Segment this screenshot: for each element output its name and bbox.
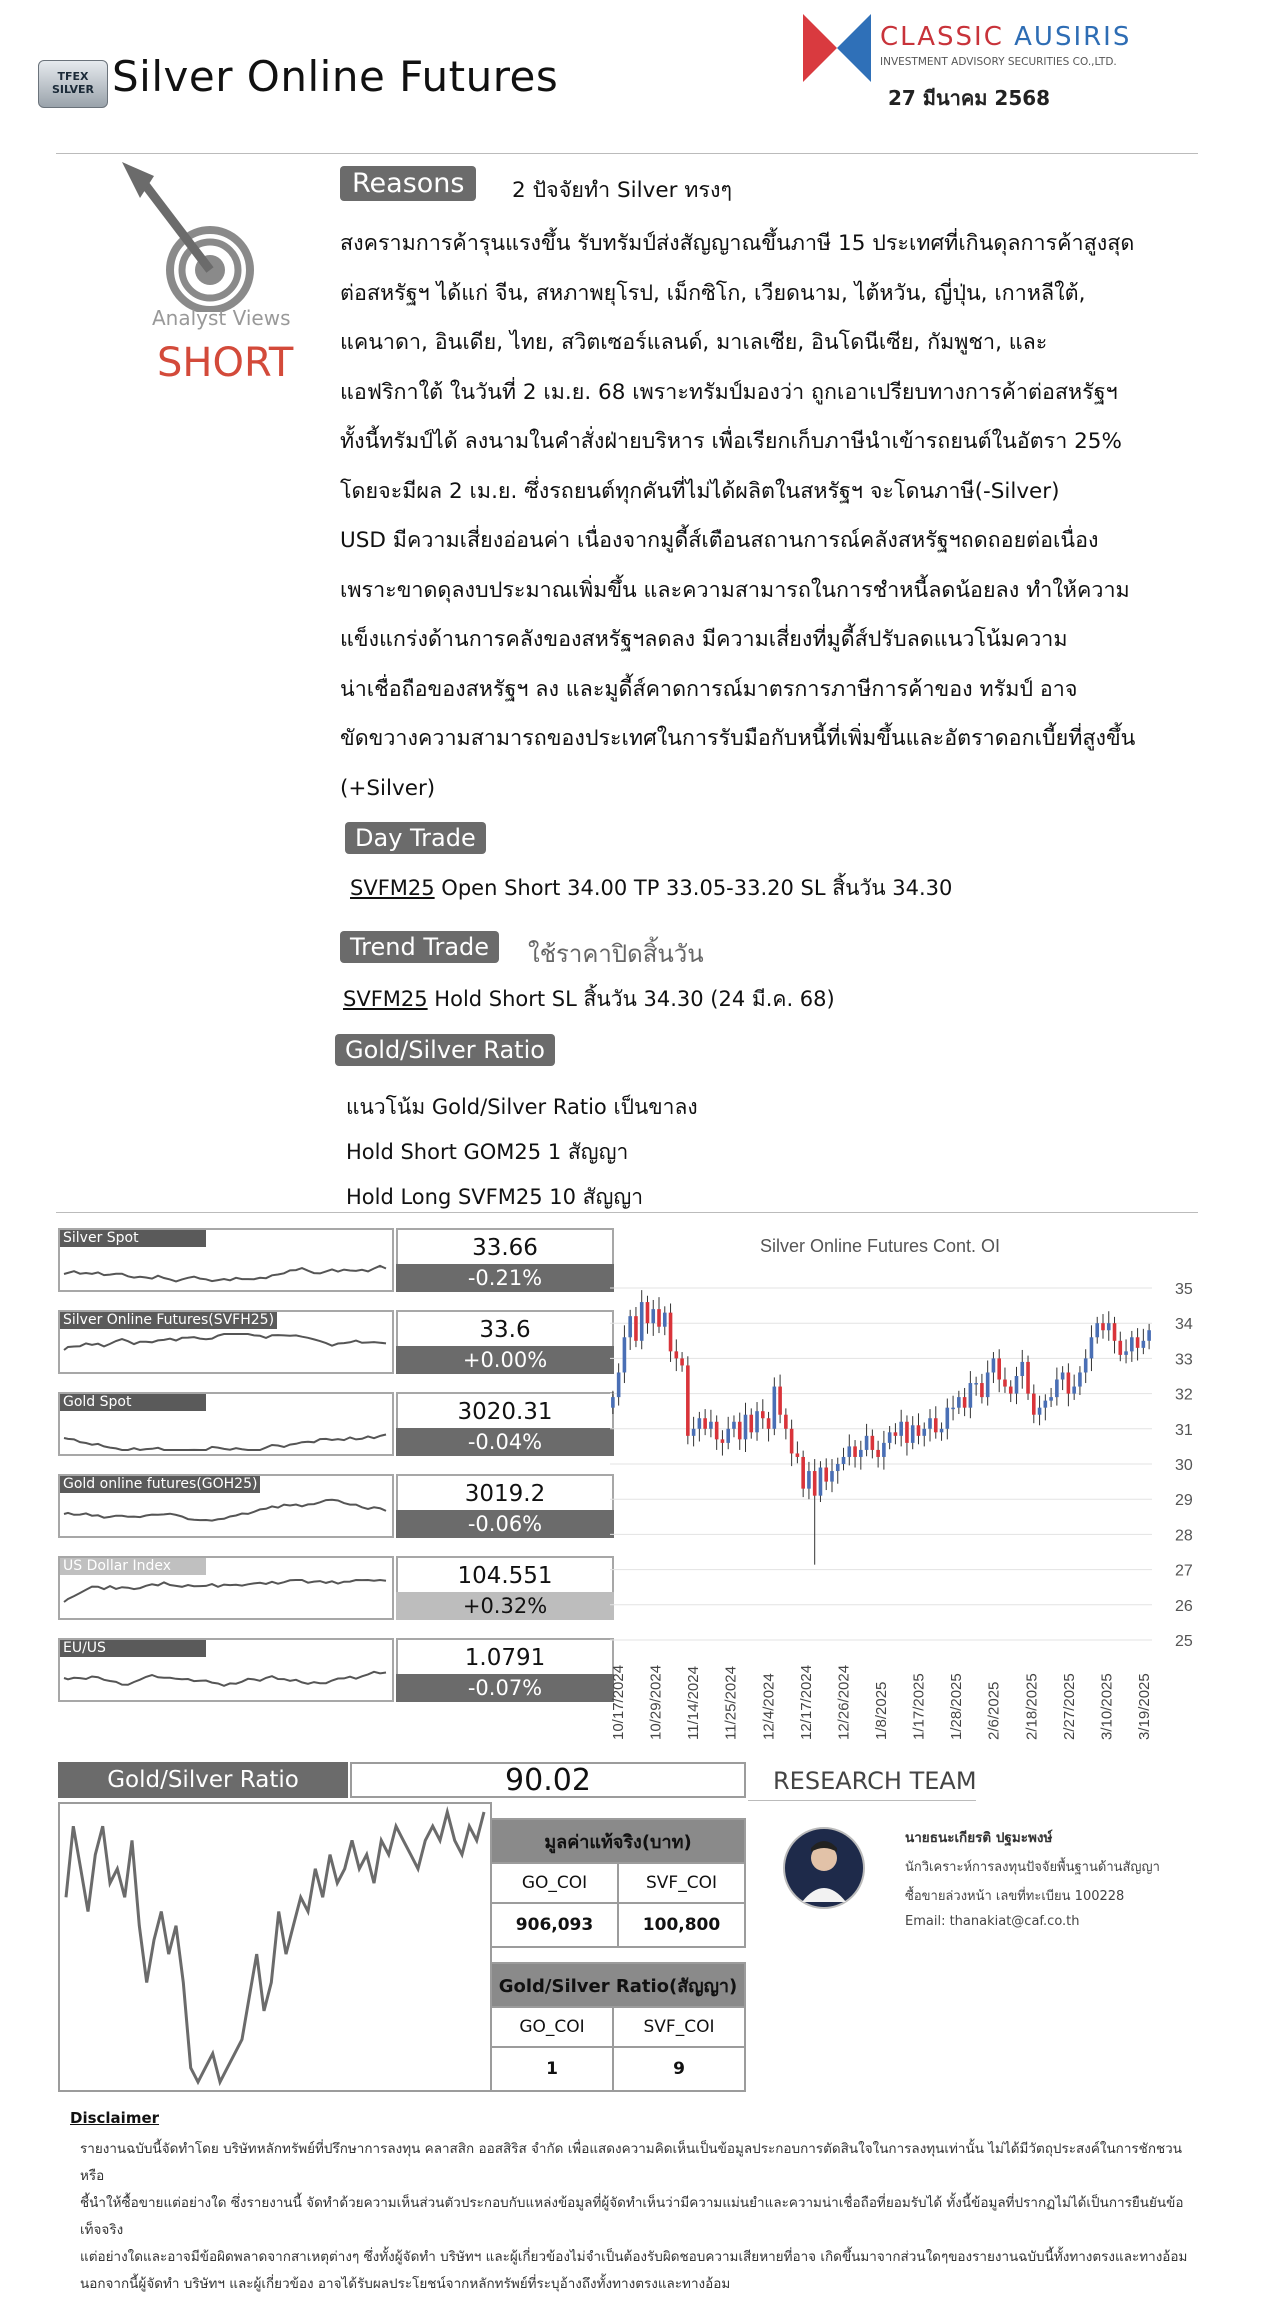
ticker-change: -0.21% (396, 1264, 614, 1292)
candle (917, 1413, 921, 1444)
candle (1038, 1396, 1042, 1426)
ticker-change: +0.32% (396, 1592, 614, 1620)
ticker-sparkline (58, 1228, 394, 1292)
candle (957, 1391, 961, 1414)
research-divider (748, 1800, 976, 1801)
candle (634, 1307, 638, 1347)
reason-line: ขัดขวางความสามารถของประเทศในการรับมือกับหนี้ที่เพิ่มขึ้นและอัตราดอกเบี้ยที่สูงขึ้น (340, 726, 1136, 751)
candle (703, 1409, 707, 1435)
candle (997, 1349, 1001, 1392)
candle (663, 1306, 667, 1335)
candle (888, 1426, 892, 1449)
candle (796, 1441, 800, 1463)
candle (744, 1403, 748, 1452)
candle (721, 1430, 725, 1455)
ticker-value: 3020.31 (396, 1392, 614, 1428)
reason-line: สงครามการค้ารุนแรงขึ้น รับทรัมป์ส่งสัญญาณขึ้นภาษี 15 ประเทศที่เกินดุลการค้าสูงสุด (340, 231, 1135, 256)
ticker-value: 104.551 (396, 1556, 614, 1592)
candle (951, 1396, 955, 1421)
ticker-sparkline (58, 1638, 394, 1702)
candle (992, 1352, 996, 1383)
ticker-name: Silver Spot (60, 1230, 206, 1247)
x-tick-label: 10/17/2024 (610, 1664, 627, 1740)
y-tick-label: 33 (1175, 1351, 1193, 1369)
page-title: Silver Online Futures (112, 52, 559, 101)
candle (617, 1363, 621, 1405)
candle (1130, 1331, 1134, 1362)
candle (969, 1371, 973, 1418)
ticker-spark-icon (60, 1558, 392, 1618)
trend-trade-text: Hold Short SL สิ้นวัน 34.30 (24 มี.ค. 68) (427, 987, 835, 1011)
x-tick-label: 12/17/2024 (797, 1664, 815, 1740)
x-tick-label: 2/6/2025 (985, 1681, 1003, 1740)
x-tick-label: 2/18/2025 (1023, 1673, 1041, 1740)
y-tick-label: 25 (1175, 1633, 1193, 1650)
candle (611, 1391, 615, 1414)
candle (784, 1408, 788, 1439)
candle (1113, 1317, 1117, 1354)
candle (934, 1406, 938, 1438)
real-value-table (490, 1818, 746, 1948)
y-tick-label: 32 (1175, 1386, 1193, 1404)
day-trade-line (350, 872, 952, 905)
ratio-label: Gold/Silver Ratio (58, 1762, 348, 1798)
silver-futures-chart (580, 1218, 1220, 1750)
real-value-header-silver: SVF_COI (618, 1863, 745, 1903)
ticker-sparkline (58, 1310, 394, 1374)
candle (1032, 1384, 1036, 1423)
y-tick-label: 35 (1175, 1281, 1193, 1298)
target-arrow-icon (112, 162, 302, 312)
trend-trade-line (343, 983, 835, 1016)
ticker-name: EU/US (60, 1640, 206, 1657)
ticker-sparkline (58, 1556, 394, 1620)
candle (928, 1409, 932, 1441)
candle (963, 1388, 967, 1416)
disclaimer-title: Disclaimer (70, 2109, 160, 2127)
reasons-headline: 2 ปัจจัยทำ Silver ทรงๆ (512, 178, 733, 203)
company-subtitle: INVESTMENT ADVISORY SECURITIES CO.,LTD. (880, 56, 1117, 68)
candle (738, 1413, 742, 1450)
y-tick-label: 27 (1175, 1562, 1193, 1580)
candle (1055, 1368, 1059, 1406)
candle (940, 1422, 944, 1440)
candle (1118, 1332, 1122, 1362)
ticker-spark-icon (60, 1230, 392, 1290)
ratio-value: 90.02 (350, 1762, 746, 1798)
candle (1095, 1317, 1099, 1344)
candle (686, 1356, 690, 1444)
candle (1009, 1380, 1013, 1402)
contract-ratio-title: Gold/Silver Ratio(สัญญา) (491, 1963, 745, 2007)
candle (842, 1448, 846, 1471)
candle (790, 1420, 794, 1466)
trend-trade-label: Trend Trade (340, 931, 499, 963)
y-tick-label: 31 (1175, 1421, 1193, 1439)
candle (824, 1458, 828, 1490)
analyst-role: นักวิเคราะห์การลงทุนปัจจัยพื้นฐานด้านสัญญา (905, 1860, 1160, 1875)
candle (801, 1451, 805, 1497)
x-tick-label: 12/4/2024 (760, 1673, 778, 1740)
x-tick-label: 10/29/2024 (647, 1664, 665, 1740)
candle (911, 1416, 915, 1449)
real-value-silver: 100,800 (618, 1903, 745, 1947)
x-tick-label: 11/14/2024 (685, 1666, 703, 1740)
contract-ratio-table (490, 1962, 746, 2092)
real-value-title: มูลค่าแท้จริง(บาท) (491, 1819, 745, 1863)
candle (755, 1402, 759, 1441)
reason-line: แคนาดา, อินเดีย, ไทย, สวิตเซอร์แลนด์, มาเลเซีย, อินโดนีเซีย, กัมพูชา, และ (340, 330, 1048, 355)
ticker-sparkline (58, 1474, 394, 1538)
classic-ausiris-logo-icon (803, 14, 873, 82)
ticker-value: 33.66 (396, 1228, 614, 1264)
reasons-body (340, 219, 1235, 813)
candle (628, 1310, 632, 1350)
gold-silver-line: แนวโน้ม Gold/Silver Ratio เป็นขาลง (346, 1095, 698, 1119)
candle (692, 1417, 696, 1447)
day-trade-symbol: SVFM25 (350, 876, 435, 900)
x-tick-label: 12/26/2024 (835, 1664, 853, 1740)
reasons-label: Reasons (340, 166, 476, 201)
x-tick-label: 11/25/2024 (722, 1666, 740, 1740)
ticker-name: Gold online futures(GOH25) (60, 1476, 260, 1493)
research-team-label: RESEARCH TEAM (773, 1767, 977, 1795)
contract-header-gold: GO_COI (491, 2007, 613, 2047)
candle (807, 1462, 811, 1499)
reason-line: ทั้งนี้ทรัมป์ได้ ลงนามในคำสั่งฝ่ายบริหาร เพื่อเรียกเก็บภาษีนำเข้ารถยนต์ในอัตรา 25% (340, 429, 1122, 454)
ticker-row (58, 1228, 558, 1294)
candle (698, 1412, 702, 1442)
candle (657, 1297, 661, 1333)
candle (1101, 1314, 1105, 1339)
ticker-value: 1.0791 (396, 1638, 614, 1674)
analyst-license: ซื้อขายล่วงหน้า เลขที่ทะเบียน 100228 (905, 1889, 1125, 1904)
ticker-row (58, 1638, 558, 1704)
candle (819, 1461, 823, 1502)
candle (1003, 1368, 1007, 1393)
tfex-silver-logo (38, 60, 108, 108)
candle (1090, 1325, 1094, 1371)
chart-title: Silver Online Futures Cont. OI (759, 1236, 1001, 1256)
header-divider (56, 153, 1198, 154)
candle (1067, 1363, 1071, 1406)
contract-gold: 1 (491, 2047, 613, 2091)
candle (1147, 1324, 1151, 1349)
disclaimer-body (80, 2136, 1190, 2298)
disclaimer-line: ชี้นำให้ซื้อขายแต่อย่างใด ซึ่งรายงานนี้ จัดทำด้วยความเห็นส่วนตัวประกอบกับแหล่งข้อมูลที่ผู้จัดทำเห็นว่ามีความแม่นยำและความน่าเชื่อถือที่ยอมรับได้ ทั้งนี้ข้อมูลที่ปรากฏไม่ได้เป็นการยืนยันข้อเท็จจริง (80, 2195, 1184, 2238)
ticker-value: 3019.2 (396, 1474, 614, 1510)
candle (761, 1399, 765, 1429)
analyst-avatar (782, 1822, 866, 1914)
candle (1061, 1366, 1065, 1390)
reason-line: แอฟริกาใต้ ในวันที่ 2 เม.ย. 68 เพราะทรัมป์มองว่า ถูกเอาเปรียบทางการค้าต่อสหรัฐฯ (340, 379, 1118, 405)
company-name: CLASSIC AUSIRIS (880, 22, 1132, 52)
candle (646, 1296, 650, 1334)
x-tick-label: 3/19/2025 (1136, 1673, 1153, 1740)
gold-silver-line: Hold Long SVFM25 10 สัญญา (346, 1185, 644, 1209)
candle (899, 1410, 903, 1447)
x-tick-label: 1/17/2025 (910, 1673, 928, 1740)
candle (623, 1325, 627, 1383)
disclaimer-line: นอกจากนี้ผู้จัดทำ บริษัทฯ และผู้เกี่ยวข้อง อาจได้รับผลประโยชน์จากหลักทรัพย์ที่ระบุอ้างถึงทั้งทางตรงและทางอ้อม (80, 2276, 731, 2292)
reason-line: เพราะขาดดุลงบประมาณเพิ่มขึ้น และความสามารถในการชำหนี้ลดน้อยลง ทำให้ความ (340, 577, 1130, 603)
x-tick-label: 1/28/2025 (948, 1673, 966, 1740)
trend-trade-symbol: SVFM25 (343, 987, 428, 1011)
candle (669, 1303, 673, 1361)
ticker-change: +0.00% (396, 1346, 614, 1374)
candle (1084, 1349, 1088, 1383)
reason-line: (+Silver) (340, 775, 436, 801)
real-value-gold: 906,093 (491, 1903, 618, 1947)
ticker-value: 33.6 (396, 1310, 614, 1346)
analyst-views-caption: Analyst Views (152, 306, 291, 330)
candle (1136, 1328, 1140, 1360)
candle (946, 1399, 950, 1440)
x-tick-label: 2/27/2025 (1060, 1673, 1078, 1740)
analyst-stance: SHORT (157, 340, 294, 386)
candle (726, 1417, 730, 1449)
candle (922, 1422, 926, 1446)
reason-line: USD มีความเสี่ยงอ่อนค่า เนื่องจากมูดี้ส์เตือนสถานการณ์คลังสหรัฐฯถดถอยต่อเนื่อง (340, 528, 1099, 553)
candle (732, 1415, 736, 1437)
day-trade-text: Open Short 34.00 TP 33.05-33.20 SL สิ้นวัน 34.30 (434, 876, 953, 900)
ticker-change: -0.07% (396, 1674, 614, 1702)
gold-silver-line: Hold Short GOM25 1 สัญญา (346, 1140, 629, 1164)
candle (715, 1415, 719, 1449)
reason-line: โดยจะมีผล 2 เม.ย. ซึ่งรถยนต์ทุกคันที่ไม่ได้ผลิตในสหรัฐฯ จะโดนภาษี(-Silver) (340, 478, 1060, 504)
ticker-name: US Dollar Index (60, 1558, 206, 1575)
y-tick-label: 34 (1175, 1316, 1193, 1334)
candle (871, 1430, 875, 1459)
candle (853, 1440, 857, 1467)
y-tick-label: 30 (1175, 1457, 1193, 1474)
analyst-name: นายธนะเกียรติ ปฐมะพงษ์ (905, 1830, 1053, 1846)
tfex-badge-text: TFEX SILVER (51, 70, 94, 96)
reason-line: แข็งแกร่งด้านการคลังของสหรัฐฯลดลง มีความเสี่ยงที่มูดี้ส์ปรับลดแนวโน้มความ (340, 627, 1068, 652)
ticker-name: Silver Online Futures(SVFH25) (60, 1312, 277, 1329)
candle (1107, 1311, 1111, 1341)
candle (1015, 1367, 1019, 1404)
candle (773, 1377, 777, 1435)
contract-silver: 9 (613, 2047, 745, 2091)
report-date: 27 มีนาคม 2568 (888, 86, 1051, 110)
gold-silver-notes (346, 1085, 698, 1220)
candle (640, 1290, 644, 1349)
y-tick-label: 26 (1175, 1597, 1193, 1615)
candle (1020, 1350, 1024, 1389)
candle (651, 1300, 655, 1336)
trend-trade-note: ใช้ราคาปิดสิ้นวัน (528, 940, 704, 968)
candle (905, 1415, 909, 1455)
candle (778, 1375, 782, 1424)
ticker-spark-icon (60, 1312, 392, 1372)
candle (1072, 1375, 1076, 1400)
contract-header-silver: SVF_COI (613, 2007, 745, 2047)
gold-silver-label: Gold/Silver Ratio (335, 1034, 555, 1066)
ticker-name: Gold Spot (60, 1394, 206, 1411)
ticker-change: -0.06% (396, 1510, 614, 1538)
candle (836, 1458, 840, 1484)
candle (1049, 1388, 1053, 1407)
candle (980, 1374, 984, 1404)
ticker-row (58, 1392, 558, 1458)
candle (894, 1423, 898, 1444)
candle (1142, 1329, 1146, 1354)
ticker-change: -0.04% (396, 1428, 614, 1456)
y-tick-label: 29 (1175, 1492, 1193, 1510)
reason-line: น่าเชื่อถือของสหรัฐฯ ลง และมูดี้ส์คาดการณ์มาตรการภาษีการค้าของ ทรัมป์ อาจ (340, 676, 1078, 702)
ticker-spark-icon (60, 1394, 392, 1454)
candle (859, 1441, 863, 1470)
candle (1026, 1356, 1030, 1400)
ticker-spark-icon (60, 1640, 392, 1700)
candle (986, 1361, 990, 1406)
x-tick-label: 3/10/2025 (1098, 1673, 1116, 1740)
ticker-row (58, 1310, 558, 1376)
candle (974, 1377, 978, 1396)
candle (1078, 1366, 1082, 1395)
day-trade-label: Day Trade (345, 822, 486, 854)
analyst-email: Email: thanakiat@caf.co.th (905, 1914, 1080, 1929)
ticker-row (58, 1474, 558, 1540)
reason-line: ต่อสหรัฐฯ ได้แก่ จีน, สหภาพยุโรป, เม็กซิโก, เวียดนาม, ไต้หวัน, ญี่ปุ่น, เกาหลีใต้, (340, 280, 1086, 306)
candle (1044, 1394, 1048, 1420)
section-divider (56, 1212, 1198, 1213)
real-value-header-gold: GO_COI (491, 1863, 618, 1903)
disclaimer-line: รายงานฉบับนี้จัดทำโดย บริษัทหลักทรัพย์ที่ปรึกษาการลงทุน คลาสสิก ออสสิริส จำกัด เพื่อแสดงความคิดเห็นเป็นข้อมูลประกอบการตัดสินใจในการลงทุนเท่านั้น ไม่ได้มีวัตถุประสงค์ในการชักชวน หรือ (80, 2141, 1182, 2184)
disclaimer-line: แต่อย่างใดและอาจมีข้อผิดพลาดจากสาเหตุต่างๆ ซึ่งทั้งผู้จัดทำ บริษัทฯ และผู้เกี่ยวข้องไม่จำเป็นต้องรับผิดชอบความเสียหายที่อาจ เกิดขึ้นมาจากส่วนใดๆของรายงานฉบับนี้ทั้งทางตรงและทางอ้อม (80, 2249, 1188, 2265)
candle (813, 1459, 817, 1565)
candle (680, 1352, 684, 1372)
ticker-row (58, 1556, 558, 1622)
candle (675, 1339, 679, 1371)
candle (749, 1408, 753, 1438)
candle (709, 1410, 713, 1437)
candle (767, 1412, 771, 1442)
ratio-line-chart (58, 1802, 492, 2092)
candle (1124, 1339, 1128, 1363)
ticker-spark-icon (60, 1476, 392, 1536)
y-tick-label: 28 (1175, 1527, 1193, 1545)
candle (847, 1434, 851, 1465)
ticker-sparkline (58, 1392, 394, 1456)
x-tick-label: 1/8/2025 (873, 1681, 890, 1740)
